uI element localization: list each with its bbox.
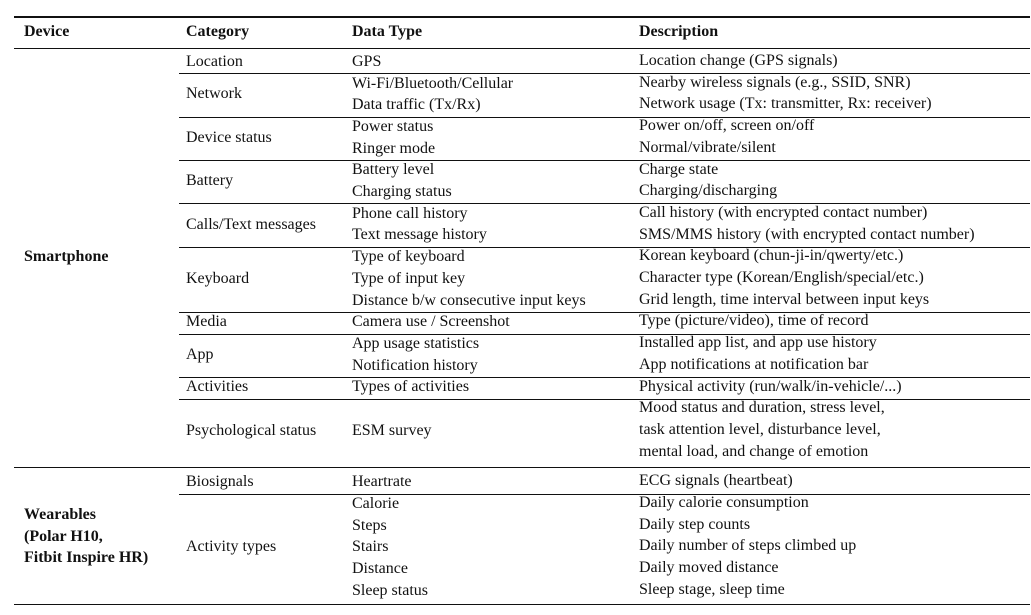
data-type-cell: Steps: [352, 516, 387, 534]
description-cell: Charge state: [639, 160, 719, 178]
data-type-cell: Distance b/w consecutive input keys: [352, 291, 586, 309]
description-cell: Character type (Korean/English/special/etc.): [639, 269, 924, 286]
category-cell: Battery: [186, 172, 234, 190]
data-type-cell: Phone call history: [352, 204, 468, 222]
category-cell: Media: [186, 313, 227, 331]
data-type-cell: Stairs: [352, 538, 389, 556]
data-type-cell: App usage statistics: [352, 334, 480, 352]
data-type-cell: Distance: [352, 559, 408, 577]
data-table: [14, 0, 1030, 615]
data-type-cell: Text message history: [352, 226, 487, 244]
category-separator: [179, 312, 1030, 313]
description-cell: Charging/discharging: [639, 182, 778, 200]
category-separator: [179, 399, 1030, 400]
header-device: Device: [24, 23, 70, 40]
category-cell: Psychological status: [186, 421, 317, 439]
description-cell: Normal/vibrate/silent: [639, 138, 776, 156]
description-cell: Power on/off, screen on/off: [639, 117, 815, 135]
bottom-rule: [14, 604, 1030, 606]
category-cell: Activities: [186, 378, 249, 396]
description-cell: mental load, and change of emotion: [639, 442, 869, 460]
category-cell: App: [186, 345, 214, 363]
category-cell: Location: [186, 52, 243, 70]
category-separator: [179, 117, 1030, 118]
data-type-cell: Battery level: [352, 161, 435, 179]
category-cell: Device status: [186, 128, 272, 146]
header-rule: [14, 48, 1030, 49]
data-type-cell: Data traffic (Tx/Rx): [352, 96, 481, 114]
category-separator: [179, 334, 1030, 335]
description-cell: Daily step counts: [639, 515, 751, 533]
data-type-cell: Camera use / Screenshot: [352, 313, 510, 331]
top-rule: [14, 16, 1030, 18]
category-separator: [179, 494, 1030, 495]
data-type-cell: Types of activities: [352, 378, 470, 396]
description-cell: task attention level, disturbance level,: [639, 420, 881, 438]
description-cell: Daily moved distance: [639, 559, 779, 577]
description-cell: Type (picture/video), time of record: [639, 312, 869, 330]
description-cell: SMS/MMS history (with encrypted contact number): [639, 225, 975, 243]
data-type-cell: Calorie: [352, 494, 400, 512]
data-type-cell: Power status: [352, 117, 434, 135]
description-cell: Installed app list, and app use history: [639, 334, 877, 352]
data-type-cell: GPS: [352, 52, 382, 70]
category-separator: [179, 160, 1030, 161]
data-type-cell: Sleep status: [352, 581, 428, 599]
description-cell: Physical activity (run/walk/in-vehicle/...): [639, 377, 902, 395]
header-data-type: Data Type: [352, 23, 423, 40]
description-cell: Nearby wireless signals (e.g., SSID, SNR): [639, 73, 911, 91]
description-cell: Location change (GPS signals): [639, 52, 838, 69]
data-type-cell: ESM survey: [352, 421, 432, 439]
description-cell: Network usage (Tx: transmitter, Rx: receiver): [639, 95, 932, 113]
device-separator: [14, 467, 1030, 468]
category-cell: Biosignals: [186, 473, 254, 491]
description-cell: App notifications at notification bar: [639, 355, 869, 373]
header-description: Description: [639, 23, 719, 40]
data-type-cell: Wi-Fi/Bluetooth/Cellular: [352, 74, 514, 92]
device-label: Smartphone: [24, 248, 109, 266]
category-cell: Keyboard: [186, 269, 250, 287]
data-type-cell: Type of keyboard: [352, 248, 465, 266]
device-label: Wearables (Polar H10, Fitbit Inspire HR): [24, 505, 149, 567]
description-cell: Daily calorie consumption: [639, 494, 809, 511]
data-type-cell: Heartrate: [352, 473, 412, 491]
description-cell: Grid length, time interval between input keys: [639, 290, 930, 308]
header-category: Category: [186, 23, 250, 40]
category-cell: Network: [186, 85, 242, 103]
description-cell: Call history (with encrypted contact number): [639, 203, 928, 221]
description-cell: Mood status and duration, stress level,: [639, 399, 885, 417]
data-type-cell: Ringer mode: [352, 139, 436, 157]
data-type-cell: Type of input key: [352, 269, 466, 287]
category-cell: Activity types: [186, 538, 277, 556]
category-separator: [179, 377, 1030, 378]
category-cell: Calls/Text messages: [186, 215, 316, 233]
description-cell: Korean keyboard (chun-ji-in/qwerty/etc.): [639, 247, 904, 265]
description-cell: Daily number of steps climbed up: [639, 537, 857, 555]
data-type-cell: Charging status: [352, 183, 452, 201]
description-cell: Sleep stage, sleep time: [639, 580, 785, 598]
description-cell: ECG signals (heartbeat): [639, 472, 793, 490]
data-type-cell: Notification history: [352, 356, 478, 374]
